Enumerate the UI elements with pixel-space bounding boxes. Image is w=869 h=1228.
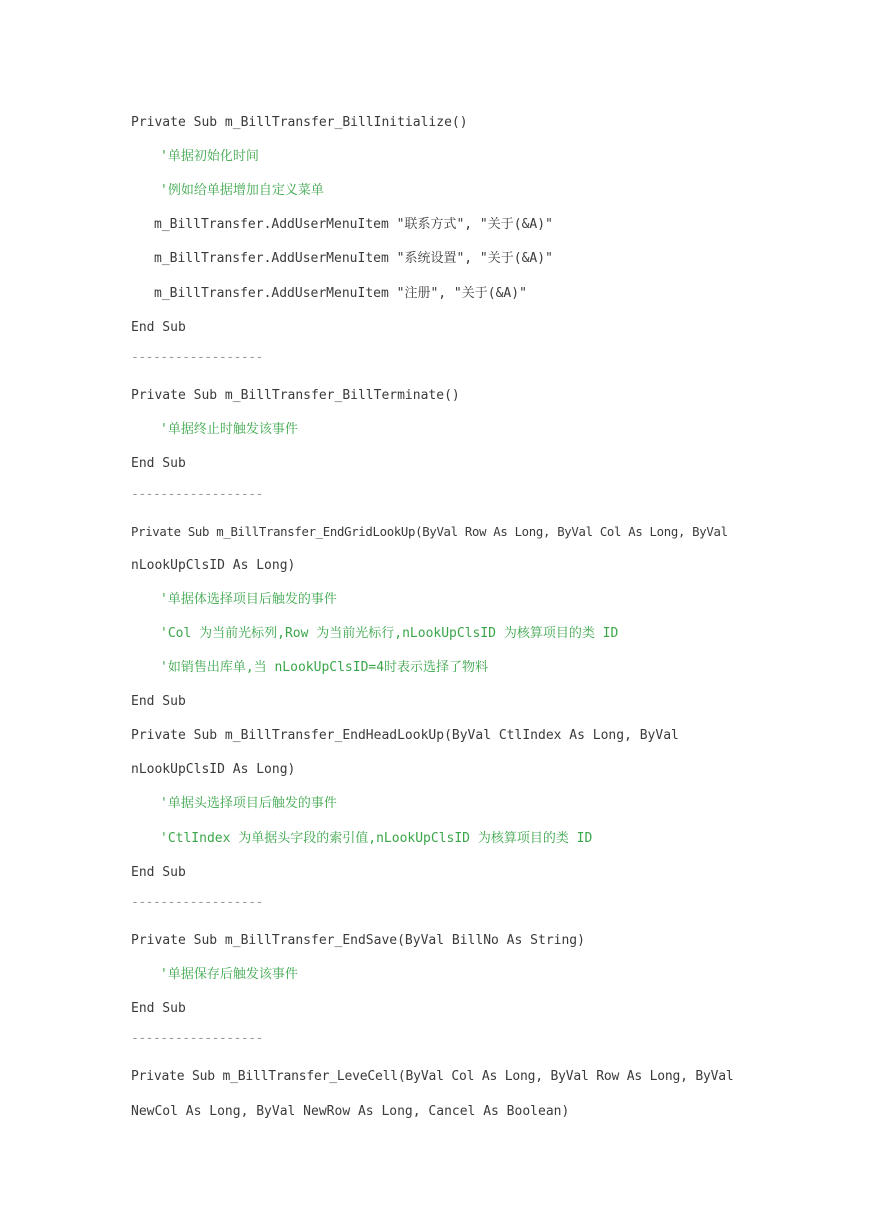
comment-line: '单据终止时触发该事件: [160, 422, 298, 437]
code-line: Private Sub m_BillTransfer_EndHeadLookUp(ByVal CtlIndex As Long, ByVal: [131, 728, 679, 743]
comment-line: '如销售出库单,当 nLookUpClsID=4时表示选择了物料: [160, 660, 489, 675]
code-line: End Sub: [131, 694, 186, 709]
code-line: m_BillTransfer.AddUserMenuItem "注册", "关于(&A)": [154, 286, 527, 301]
code-line: Private Sub m_BillTransfer_LeveCell(ByVal Col As Long, ByVal Row As Long, ByVal: [131, 1069, 734, 1084]
code-line: Private Sub m_BillTransfer_BillTerminate(): [131, 388, 460, 403]
separator-line: ------------------: [131, 487, 263, 502]
code-line: m_BillTransfer.AddUserMenuItem "系统设置", "关于(&A)": [154, 251, 553, 266]
code-line: Private Sub m_BillTransfer_EndSave(ByVal BillNo As String): [131, 933, 585, 948]
code-line: End Sub: [131, 1001, 186, 1016]
comment-line: '单据头选择项目后触发的事件: [160, 796, 337, 811]
comment-line: 'Col 为当前光标列,Row 为当前光标行,nLookUpClsID 为核算项目的类 ID: [160, 626, 619, 641]
comment-line: 'CtlIndex 为单据头字段的索引值,nLookUpClsID 为核算项目的类 ID: [160, 831, 593, 846]
comment-line: '单据初始化时间: [160, 149, 259, 164]
separator-line: ------------------: [131, 1031, 263, 1046]
comment-line: '单据体选择项目后触发的事件: [160, 592, 337, 607]
comment-line: '例如给单据增加自定义菜单: [160, 183, 324, 198]
code-line: End Sub: [131, 865, 186, 880]
code-line: Private Sub m_BillTransfer_BillInitialize(): [131, 115, 468, 130]
code-line: Private Sub m_BillTransfer_EndGridLookUp(ByVal Row As Long, ByVal Col As Long, ByVal: [131, 525, 728, 539]
separator-line: ------------------: [131, 895, 263, 910]
code-line: nLookUpClsID As Long): [131, 762, 296, 777]
code-line: NewCol As Long, ByVal NewRow As Long, Cancel As Boolean): [131, 1104, 570, 1119]
code-line: m_BillTransfer.AddUserMenuItem "联系方式", "关于(&A)": [154, 217, 553, 232]
code-line: End Sub: [131, 456, 186, 471]
code-line: End Sub: [131, 320, 186, 335]
code-line: nLookUpClsID As Long): [131, 558, 296, 573]
comment-line: '单据保存后触发该事件: [160, 967, 298, 982]
separator-line: ------------------: [131, 350, 263, 365]
